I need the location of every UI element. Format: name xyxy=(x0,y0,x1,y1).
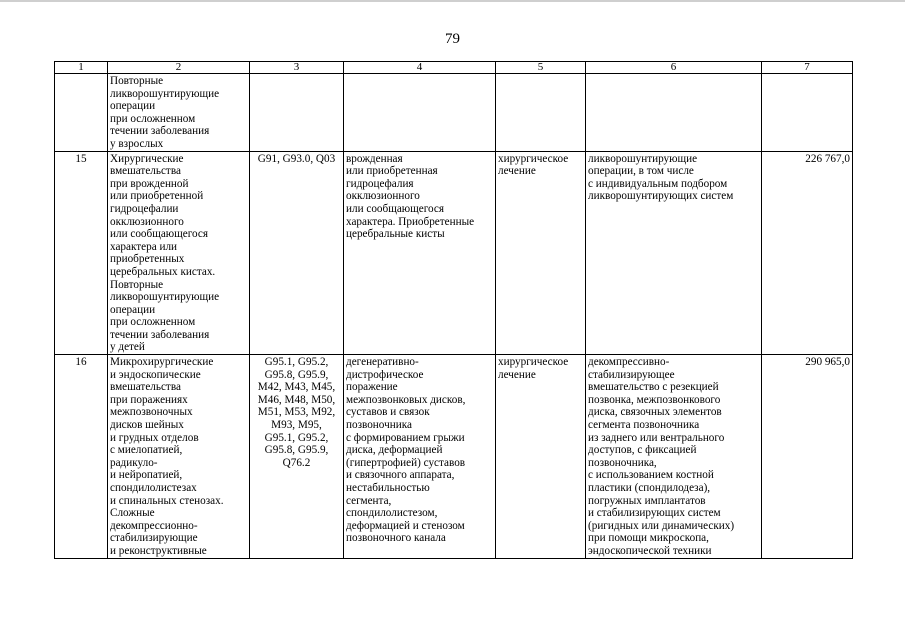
cell-text-line: из заднего или вентрального xyxy=(588,431,725,444)
cell-text-line: ликворошунтирующие xyxy=(588,152,698,165)
cell-text-line: дистрофическое xyxy=(346,368,424,381)
cell-text-line: Хирургические xyxy=(110,152,184,165)
cell-text-line: M46, M48, M50, xyxy=(257,393,336,406)
column-number-2: 2 xyxy=(108,62,250,74)
care-type-name-cell xyxy=(108,151,250,355)
cell-text-line: операции xyxy=(110,303,156,316)
cell-text-line: хирургическое xyxy=(498,356,569,369)
cell-text-line: приобретенных xyxy=(110,253,185,266)
cell-text-line: окклюзионного xyxy=(110,215,184,228)
column-number-7: 7 xyxy=(762,62,853,74)
cell-text-line: и нейропатией, xyxy=(110,469,183,482)
column-number-row xyxy=(55,62,853,74)
patient-model-cell xyxy=(344,74,496,152)
page-number: 79 xyxy=(445,31,460,47)
cell-text-line: эндоскопической техники xyxy=(588,544,712,557)
cell-text-line: вмешательства xyxy=(110,165,181,178)
cell-text-line: или сообщающегося xyxy=(110,228,209,241)
cell-text-line: ликворошунтирующих систем xyxy=(588,190,734,203)
cell-text-line: спондилолистезом, xyxy=(346,507,438,520)
cell-text-line: Повторные xyxy=(110,75,164,87)
cell-text-line: характера. Приобретенные xyxy=(346,215,475,228)
row-number-cell xyxy=(55,74,108,152)
cell-text-line: и стабилизирующих систем xyxy=(588,507,721,520)
cell-text-line: дегенеративно- xyxy=(346,356,419,369)
cell-text-line: G95.8, G95.9, xyxy=(264,368,329,381)
cell-text-line: суставов и связок xyxy=(346,406,430,419)
cell-text-line: лечение xyxy=(498,368,536,381)
cell-text-line: течении заболевания xyxy=(110,328,210,341)
cell-text-line: диска, связочных элементов xyxy=(588,406,722,419)
treatment-type-cell xyxy=(496,74,586,152)
cell-text-line: межпозвонковых дисков, xyxy=(346,393,466,406)
cell-text-line: радикуло- xyxy=(110,456,158,469)
row-number-cell: 15 xyxy=(55,151,108,355)
column-number-6: 6 xyxy=(586,62,762,74)
treatment-type-cell xyxy=(496,355,586,559)
cost-cell: 226 767,0 xyxy=(762,151,853,355)
cell-text-line: спондилолистезах xyxy=(110,482,197,494)
cell-text-line: дисков шейных xyxy=(110,419,184,432)
medical-care-table xyxy=(54,61,853,559)
table-row xyxy=(55,151,853,355)
cell-text-line: и грудных отделов xyxy=(110,431,199,444)
cell-text-line: декомпрессионно- xyxy=(110,519,198,532)
care-type-name-cell xyxy=(108,74,250,152)
treatment-method-cell xyxy=(586,74,762,152)
column-number-4: 4 xyxy=(344,62,496,74)
cost-cell xyxy=(762,74,853,152)
cell-text-line: или приобретенная xyxy=(346,165,438,178)
cell-text-line: позвоночника xyxy=(346,419,412,432)
table-row xyxy=(55,355,853,559)
cell-text-line: межпозвоночных xyxy=(110,406,193,419)
cell-text-line: или сообщающегося xyxy=(346,202,445,215)
cell-text-line: вмешательства xyxy=(110,381,181,394)
cell-text-line: диска, деформацией xyxy=(346,444,443,457)
cell-text-line: хирургическое xyxy=(498,152,569,165)
cell-text-line: G95.1, G95.2, xyxy=(264,431,329,444)
cell-text-line: пластики (спондилодеза), xyxy=(588,482,711,494)
cell-text-line: операции xyxy=(110,100,156,113)
cell-text-line: или приобретенной xyxy=(110,190,204,203)
cell-text-line: при поражениях xyxy=(110,393,188,406)
cell-text-line: и связочного аппарата, xyxy=(346,469,455,482)
row-number-cell: 16 xyxy=(55,355,108,559)
cell-text-line: G95.8, G95.9, xyxy=(264,444,329,457)
cell-text-line: (гипертрофией) суставов xyxy=(346,456,466,469)
care-type-name-cell xyxy=(108,355,250,559)
column-number-5: 5 xyxy=(496,62,586,74)
cell-text-line: у детей xyxy=(110,341,145,354)
cell-text-line: церебральные кисты xyxy=(346,228,445,241)
cell-text-line: окклюзионного xyxy=(346,190,420,203)
icd-codes-cell xyxy=(250,355,344,559)
cell-text-line: позвоночного канала xyxy=(346,532,446,545)
cell-text-line: позвонка, межпозвонкового xyxy=(588,393,721,406)
icd-codes-cell xyxy=(250,74,344,152)
cell-text-line: нестабильностью xyxy=(346,482,430,494)
patient-model-cell xyxy=(344,355,496,559)
cell-text-line: погружных имплантатов xyxy=(588,494,706,507)
cell-text-line: G95.1, G95.2, xyxy=(264,356,329,369)
cell-text-line: операции, в том числе xyxy=(588,165,694,178)
cell-text-line: с миелопатией, xyxy=(110,444,183,457)
cell-text-line: церебральных кистах. xyxy=(110,265,216,278)
cell-text-line: у взрослых xyxy=(110,137,164,150)
column-number-1: 1 xyxy=(55,62,108,74)
cell-text-line: и эндоскопические xyxy=(110,368,201,381)
icd-codes-cell xyxy=(250,151,344,355)
column-number-3: 3 xyxy=(250,62,344,74)
cell-text-line: деформацией и стенозом xyxy=(346,519,465,532)
cell-text-line: поражение xyxy=(346,381,398,394)
cell-text-line: стабилизирующие xyxy=(110,532,198,545)
cell-text-line: гидроцефалия xyxy=(346,177,414,190)
cell-text-line: врожденная xyxy=(346,152,403,165)
cell-text-line: декомпрессивно- xyxy=(588,356,670,369)
cell-text-line: ликворошунтирующие xyxy=(110,291,220,304)
cell-text-line: при помощи микроскопа, xyxy=(588,532,709,545)
treatment-method-cell xyxy=(586,151,762,355)
cell-text-line: доступов, с фиксацией xyxy=(588,444,697,457)
cell-text-line: (ригидных или динамических) xyxy=(588,519,735,532)
cell-text-line: Сложные xyxy=(110,507,155,520)
top-edge-line xyxy=(0,0,905,2)
cell-text-line: при осложненном xyxy=(110,112,196,125)
cell-text-line: характера или xyxy=(110,240,178,253)
cell-text-line: с формированием грыжи xyxy=(346,431,465,444)
cell-text-line: сегмента, xyxy=(346,494,392,507)
cell-text-line: Микрохирургические xyxy=(110,356,214,369)
cell-text-line: сегмента позвоночника xyxy=(588,419,700,432)
treatment-type-cell xyxy=(496,151,586,355)
patient-model-cell xyxy=(344,151,496,355)
table-row xyxy=(55,74,853,152)
cell-text-line: M42, M43, M45, xyxy=(257,381,336,394)
cell-text-line: с индивидуальным подбором xyxy=(588,177,728,190)
cell-text-line: позвоночника, xyxy=(588,456,657,469)
cost-cell: 290 965,0 xyxy=(762,355,853,559)
cell-text-line: и спинальных стенозах. xyxy=(110,494,224,507)
cell-text-line: течении заболевания xyxy=(110,125,210,138)
cell-text-line: стабилизирующее xyxy=(588,368,675,381)
cell-text-line: и реконструктивные xyxy=(110,544,207,557)
cell-text-line: Повторные xyxy=(110,278,164,291)
cell-text-line: M51, M53, M92, xyxy=(257,406,336,419)
cell-text-line: ликворошунтирующие xyxy=(110,87,220,100)
cell-text-line: Q76.2 xyxy=(282,456,311,469)
cell-text-line: вмешательство с резекцией xyxy=(588,381,719,394)
cell-text-line: гидроцефалии xyxy=(110,202,179,215)
cell-text-line: с использованием костной xyxy=(588,469,714,482)
cell-text-line: при осложненном xyxy=(110,316,196,329)
cell-text-line: при врожденной xyxy=(110,177,189,190)
cell-text-line: G91, G93.0, Q03 xyxy=(257,152,336,165)
cell-text-line: M93, M95, xyxy=(271,419,322,432)
cell-text-line: лечение xyxy=(498,165,536,178)
treatment-method-cell xyxy=(586,355,762,559)
